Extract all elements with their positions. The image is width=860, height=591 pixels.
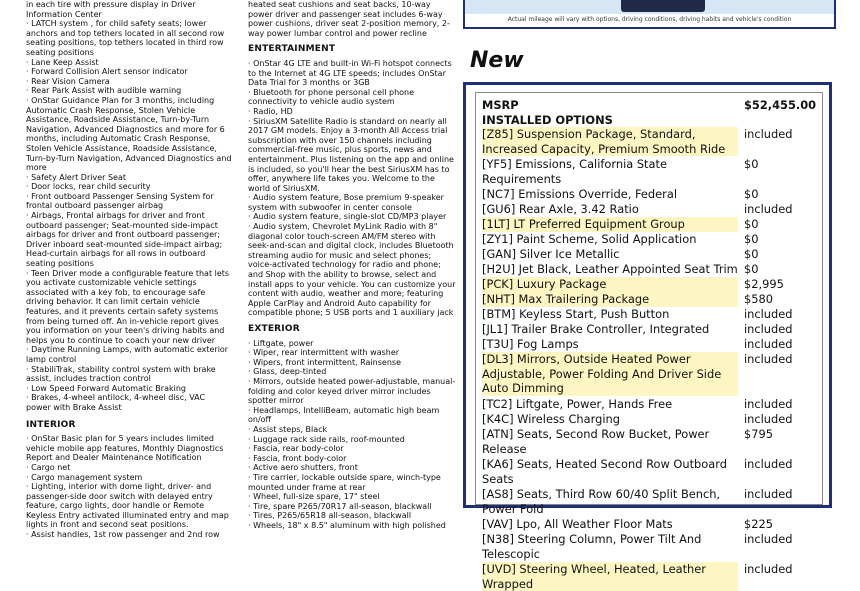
feature-item: in each tire with pressure display in Driver Information Center: [26, 0, 196, 19]
feature-item: · OnStar Guidance Plan for 3 months, including Automatic Crash Response, Stolen Vehicle Assistance, Roadside Assistance, Turn-by-Turn Navigation, Advanced Diagnostics and more for 6 months, including Automatic Crash Response, Stolen Vehicle Assistance, Roadside Assistance, Turn-by-Turn Navigation, Advanced Diagnostics and more: [26, 95, 232, 173]
option-description: [AS8] Seats, Third Row 60/40 Split Bench, Power Fold: [482, 487, 721, 516]
option-description: [TC2] Liftgate, Power, Hands Free: [482, 397, 673, 411]
interior-heading: INTERIOR: [26, 419, 76, 430]
option-description: [T3U] Fog Lamps: [482, 337, 579, 351]
feature-item: · Audio system feature, single-slot CD/MP3 player: [248, 212, 447, 222]
option-description: [VAV] Lpo, All Weather Floor Mats: [482, 517, 673, 531]
option-description: [NC7] Emissions Override, Federal: [482, 187, 677, 201]
option-price: included: [744, 337, 793, 351]
feature-item: · Headlamps, IntelliBeam, automatic high beam on/off: [248, 405, 440, 425]
fuel-economy-label: [463, 0, 836, 29]
feature-item: · Fascia, rear body-color: [248, 444, 344, 454]
option-description: [YF5] Emissions, California State Requirements: [482, 157, 667, 186]
feature-item: · Mirrors, outside heated power-adjustable, manual-folding and color keyed driver mirror includes spotter mirror: [248, 376, 456, 406]
option-price: included: [744, 202, 793, 216]
feature-item: · StabiliTrak, stability control system with brake assist, includes traction control: [26, 364, 216, 384]
option-price: included: [744, 532, 793, 546]
option-price: $0: [744, 247, 759, 261]
option-price: $0: [744, 262, 759, 276]
entertainment-feature-list: [248, 59, 456, 318]
entertainment-heading: ENTERTAINMENT: [248, 44, 336, 55]
option-price: $795: [744, 427, 773, 441]
option-description: [K4C] Wireless Charging: [482, 412, 620, 426]
option-price: $0: [744, 157, 759, 171]
option-description: [KA6] Seats, Heated Second Row Outboard Seats: [482, 457, 727, 486]
feature-item: · Airbags, Frontal airbags for driver and front outboard passenger; Seat-mounted side-impact airbags for driver and front outboard passenger; Driver inboard seat-mounted side-impact airbag; Head-curtain airbags for all rows in outboard seating positions: [26, 211, 223, 269]
exterior-heading: EXTERIOR: [248, 324, 300, 334]
option-price: included: [744, 412, 793, 426]
option-description: [1LT] LT Preferred Equipment Group: [482, 217, 738, 232]
option-price: $0: [744, 232, 759, 246]
feature-item: · Door locks, rear child security: [26, 182, 151, 192]
option-price: $0: [744, 217, 759, 231]
feature-item: · Cargo net: [26, 462, 71, 472]
window-sticker-panel: [462, 0, 833, 591]
feature-item: · Safety Alert Driver Seat: [26, 172, 127, 182]
option-description: [BTM] Keyless Start, Push Button: [482, 307, 670, 321]
condition-heading: New: [470, 48, 524, 73]
option-description: [PCK] Luxury Package: [482, 277, 738, 292]
feature-item: · Teen Driver mode a configurable feature that lets you activate customizable vehicle settings associated with a key fob, to encourage safe driving behavior. It can limit certain vehicle features, and it prevents certain safety systems from being turned off. An in-vehicle report gives you information on your teen's driving habits and helps you to continue to coach your new driver: [26, 268, 230, 345]
features-column-middle: [248, 0, 456, 530]
option-price: $2,995: [744, 277, 784, 291]
option-description: [UVD] Steering Wheel, Heated, Leather Wrapped: [482, 562, 738, 591]
option-price: included: [744, 397, 793, 411]
feature-item: · Glass, deep-tinted: [248, 367, 327, 377]
option-description: [ZY1] Paint Scheme, Solid Application: [482, 232, 697, 246]
feature-item: · Assist handles, 1st row passenger and 2nd row: [26, 530, 220, 540]
feature-item: · Cargo management system: [26, 472, 143, 482]
feature-item: · Wheel, full-size spare, 17" steel: [248, 492, 380, 502]
feature-item: · Wheels, 18" x 8.5" aluminum with high polished: [248, 520, 446, 530]
feature-item: · Rear Park Assist with audible warning: [26, 86, 182, 96]
option-price: included: [744, 307, 793, 321]
option-price: included: [744, 322, 793, 336]
feature-item: · Wipers, front intermittent, Rainsense: [248, 357, 401, 367]
feature-item: · Fascia, front body-color: [248, 453, 347, 463]
option-description: [JL1] Trailer Brake Controller, Integrated: [482, 322, 710, 336]
exterior-feature-list: [248, 339, 456, 531]
feature-item: · OnStar 4G LTE and built-in Wi-Fi hotspot connects to the Internet at 4G LTE speeds; includes OnStar Data Trial for 3 months or 3GB: [248, 58, 452, 88]
option-description: [GAN] Silver Ice Metallic: [482, 247, 620, 261]
safety-feature-list: [26, 0, 232, 413]
option-price: $0: [744, 187, 759, 201]
feature-item: · Brakes, 4-wheel antilock, 4-wheel disc, VAC power with Brake Assist: [26, 393, 206, 412]
price-sticker-inner: [475, 92, 823, 591]
feature-item: · Low Speed Forward Automatic Braking: [26, 383, 186, 393]
option-description: [ATN] Seats, Second Row Bucket, Power Release: [482, 427, 710, 456]
option-price: included: [744, 457, 793, 471]
option-price: $580: [744, 292, 773, 306]
option-description: [DL3] Mirrors, Outside Heated Power Adjustable, Power Folding And Driver Side Auto Dimming: [482, 352, 738, 396]
mileage-disclaimer: Actual mileage will vary with options, driving conditions, driving habits and vehicle's condition: [507, 16, 792, 23]
feature-item: · Audio system, Chevrolet MyLink Radio with 8" diagonal color touch-screen AM/FM stereo with seek-and-scan and digital clock, includes Bluetooth streaming audio for music and select phones; voice-activated technology for radio and phone; and Shop with the ability to browse, select and install apps to your vehicle. You can customize your content with audio, weather and more; featuring Apple CarPlay and Android Auto capability for compatible phone; 5 USB ports and 1 auxiliary jack: [248, 222, 456, 318]
installed-options-label: INSTALLED OPTIONS: [482, 112, 613, 127]
feature-item: · Tire carrier, lockable outside spare, winch-type mounted under frame at rear: [248, 472, 441, 492]
feature-item: · Lighting, interior with dome light, driver- and passenger-side door switch with delayed entry feature, cargo lights, door handle or Remote Keyless Entry activated illuminated entry and map lights in front and second seat positions.: [26, 482, 229, 530]
option-description: [NHT] Max Trailering Package: [482, 292, 738, 307]
option-price: included: [744, 352, 793, 366]
feature-item: · LATCH system , for child safety seats; lower anchors and top tethers located in all second row seating positions, top tethers located in third row seating positions: [26, 19, 225, 57]
option-description: [N38] Steering Column, Power Tilt And Telescopic: [482, 532, 702, 561]
msrp-label: MSRP: [482, 98, 519, 112]
option-price: included: [744, 562, 793, 576]
feature-item: · Active aero shutters, front: [248, 463, 358, 473]
price-sticker: [463, 82, 832, 591]
option-description: [Z85] Suspension Package, Standard, Increased Capacity, Premium Smooth Ride: [482, 127, 738, 156]
feature-item: · Forward Collision Alert sensor indicator: [26, 67, 188, 77]
option-price: included: [744, 487, 793, 501]
feature-item: · Daytime Running Lamps, with automatic exterior lamp control: [26, 345, 229, 364]
option-description: [GU6] Rear Axle, 3.42 Ratio: [482, 202, 639, 216]
feature-item: · Front outboard Passenger Sensing System for frontal outboard passenger airbag: [26, 191, 214, 211]
feature-item: · Bluetooth for phone personal cell phone connectivity to vehicle audio system: [248, 87, 415, 107]
feature-item: · Wiper, rear intermittent with washer: [248, 348, 400, 358]
feature-item: · Lane Keep Assist: [26, 57, 99, 67]
option-price: included: [744, 127, 793, 141]
feature-item: · Tires, P265/65R18 all-season, blackwall: [248, 511, 412, 521]
features-column-left: [26, 0, 232, 540]
option-price: $225: [744, 517, 773, 531]
vehicle-graphic-icon: [621, 0, 705, 12]
feature-item: · OnStar Basic plan for 5 years includes limited vehicle mobile app features, Monthly Diagnostics Report and Dealer Maintenance Notification: [26, 434, 224, 463]
feature-item: · Radio, HD: [248, 106, 293, 116]
feature-item: · Tire, spare P265/70R17 all-season, blackwall: [248, 501, 432, 511]
feature-item: · Luggage rack side rails, roof-mounted: [248, 434, 405, 444]
interior-feature-list: [26, 434, 232, 540]
feature-item: · Rear Vision Camera: [26, 76, 110, 86]
option-description: [H2U] Jet Black, Leather Appointed Seat Trim: [482, 262, 738, 276]
feature-item: · Assist steps, Black: [248, 424, 328, 434]
feature-item: · Liftgate, power: [248, 338, 314, 348]
feature-item: · Audio system feature, Bose premium 9-speaker system with subwoofer in center console: [248, 193, 444, 212]
feature-item: · SiriusXM Satellite Radio is standard on nearly all 2017 GM models. Enjoy a 3-month All Access trial subscription with over 150 channels including commercial-free music, plus sports, news and entertainment. Plus listening on the app and online is included, so you'll hear the best SiriusXM has to offer, anywhere life takes you. Welcome to the world of SiriusXM.: [248, 116, 454, 193]
seating-feature-list: [248, 0, 456, 38]
msrp-value: $52,455.00: [744, 98, 817, 112]
feature-item: heated seat cushions and seat backs, 10-way power driver and passenger seat includes 6-way power cushions, driver seat 2-position memory, 2-way power lumbar control and power recline: [248, 0, 450, 38]
